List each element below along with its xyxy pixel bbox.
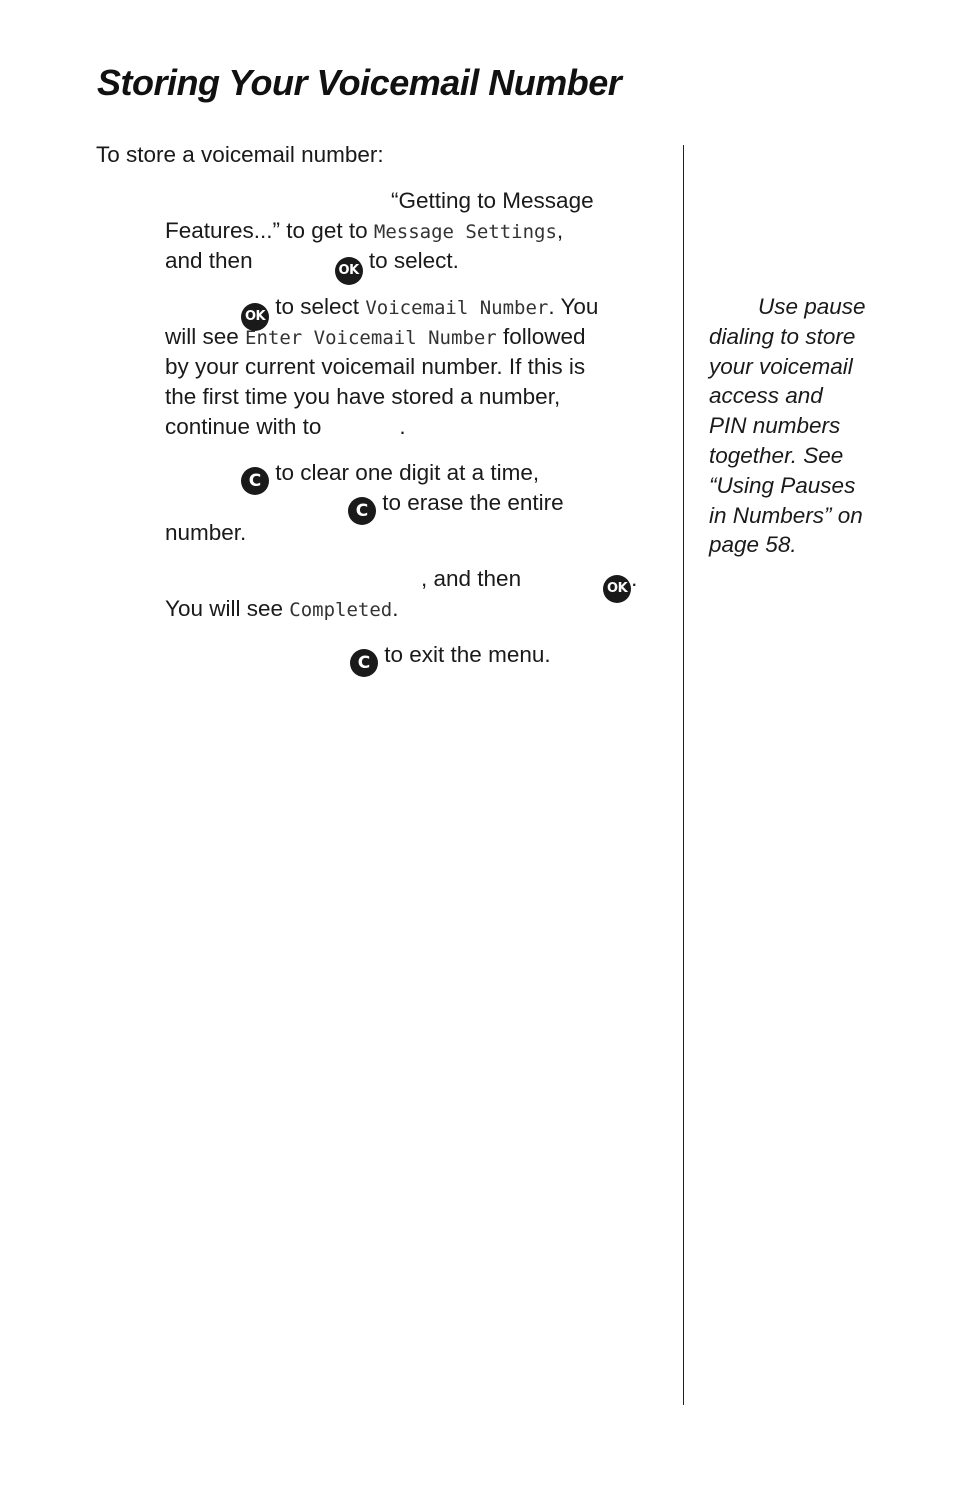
step-1-text: Features...” to get to (165, 218, 368, 243)
sidebar-note-line: in Numbers” on (709, 502, 863, 528)
step-1-text: “Getting to Message (391, 188, 594, 213)
step-2 (165, 292, 665, 442)
clear-key-icon: C (241, 467, 269, 495)
step-1-text: and then (165, 248, 253, 273)
step-4-text: , and then (421, 566, 522, 591)
sidebar-note-line: together. See (709, 442, 844, 468)
step-4-text: . (631, 566, 638, 591)
step-3-text: to erase the entire (382, 490, 564, 515)
lcd-enter-voicemail-number: Enter Voicemail Number (245, 327, 497, 349)
step-4-text: You will see (165, 596, 283, 621)
sidebar-note-line: your voicemail (709, 353, 853, 379)
step-3 (165, 458, 665, 548)
step-2-text: the first time you have stored a number, (165, 384, 561, 409)
step-2-text: continue with to (165, 414, 322, 439)
step-4-text: . (392, 596, 399, 621)
step-2-text: followed (502, 324, 586, 349)
step-2-text: to select (275, 294, 360, 319)
step-3-text: number. (165, 520, 247, 545)
step-3-text: to clear one digit at a time, (275, 460, 540, 485)
ok-key-icon: OK (603, 575, 631, 603)
sidebar-note-line: page 58. (709, 532, 797, 558)
lcd-completed: Completed (289, 599, 393, 621)
sidebar-note-line: Use pause (758, 294, 866, 319)
step-4 (165, 564, 665, 624)
step-2-text: by your current voicemail number. If this is (165, 354, 586, 379)
lcd-voicemail-number: Voicemail Number (365, 297, 549, 319)
step-2-text: will see (165, 324, 239, 349)
ok-key-icon: OK (335, 257, 363, 285)
sidebar-note-line: dialing to store (709, 323, 856, 349)
sidebar-note-line: “Using Pauses (709, 472, 856, 498)
step-2-text: . You (548, 294, 599, 319)
step-2-text: . (399, 414, 406, 439)
sidebar-note-line: access and (709, 383, 823, 409)
step-1-text: to select. (368, 248, 459, 273)
page-title: Storing Your Voicemail Number (97, 62, 622, 103)
sidebar-note-line: PIN numbers (709, 413, 841, 439)
column-divider (683, 145, 684, 1405)
step-5-text: to exit the menu. (384, 642, 551, 667)
clear-key-icon: C (348, 497, 376, 525)
lcd-message-settings: Message Settings (373, 221, 557, 243)
ok-key-icon: OK (241, 303, 269, 331)
clear-key-icon: C (350, 649, 378, 677)
step-5 (165, 640, 665, 673)
step-1 (165, 186, 665, 276)
step-1-text: , (556, 218, 564, 243)
sidebar-note (709, 292, 939, 560)
intro-text: To store a voicemail number: (96, 142, 384, 167)
